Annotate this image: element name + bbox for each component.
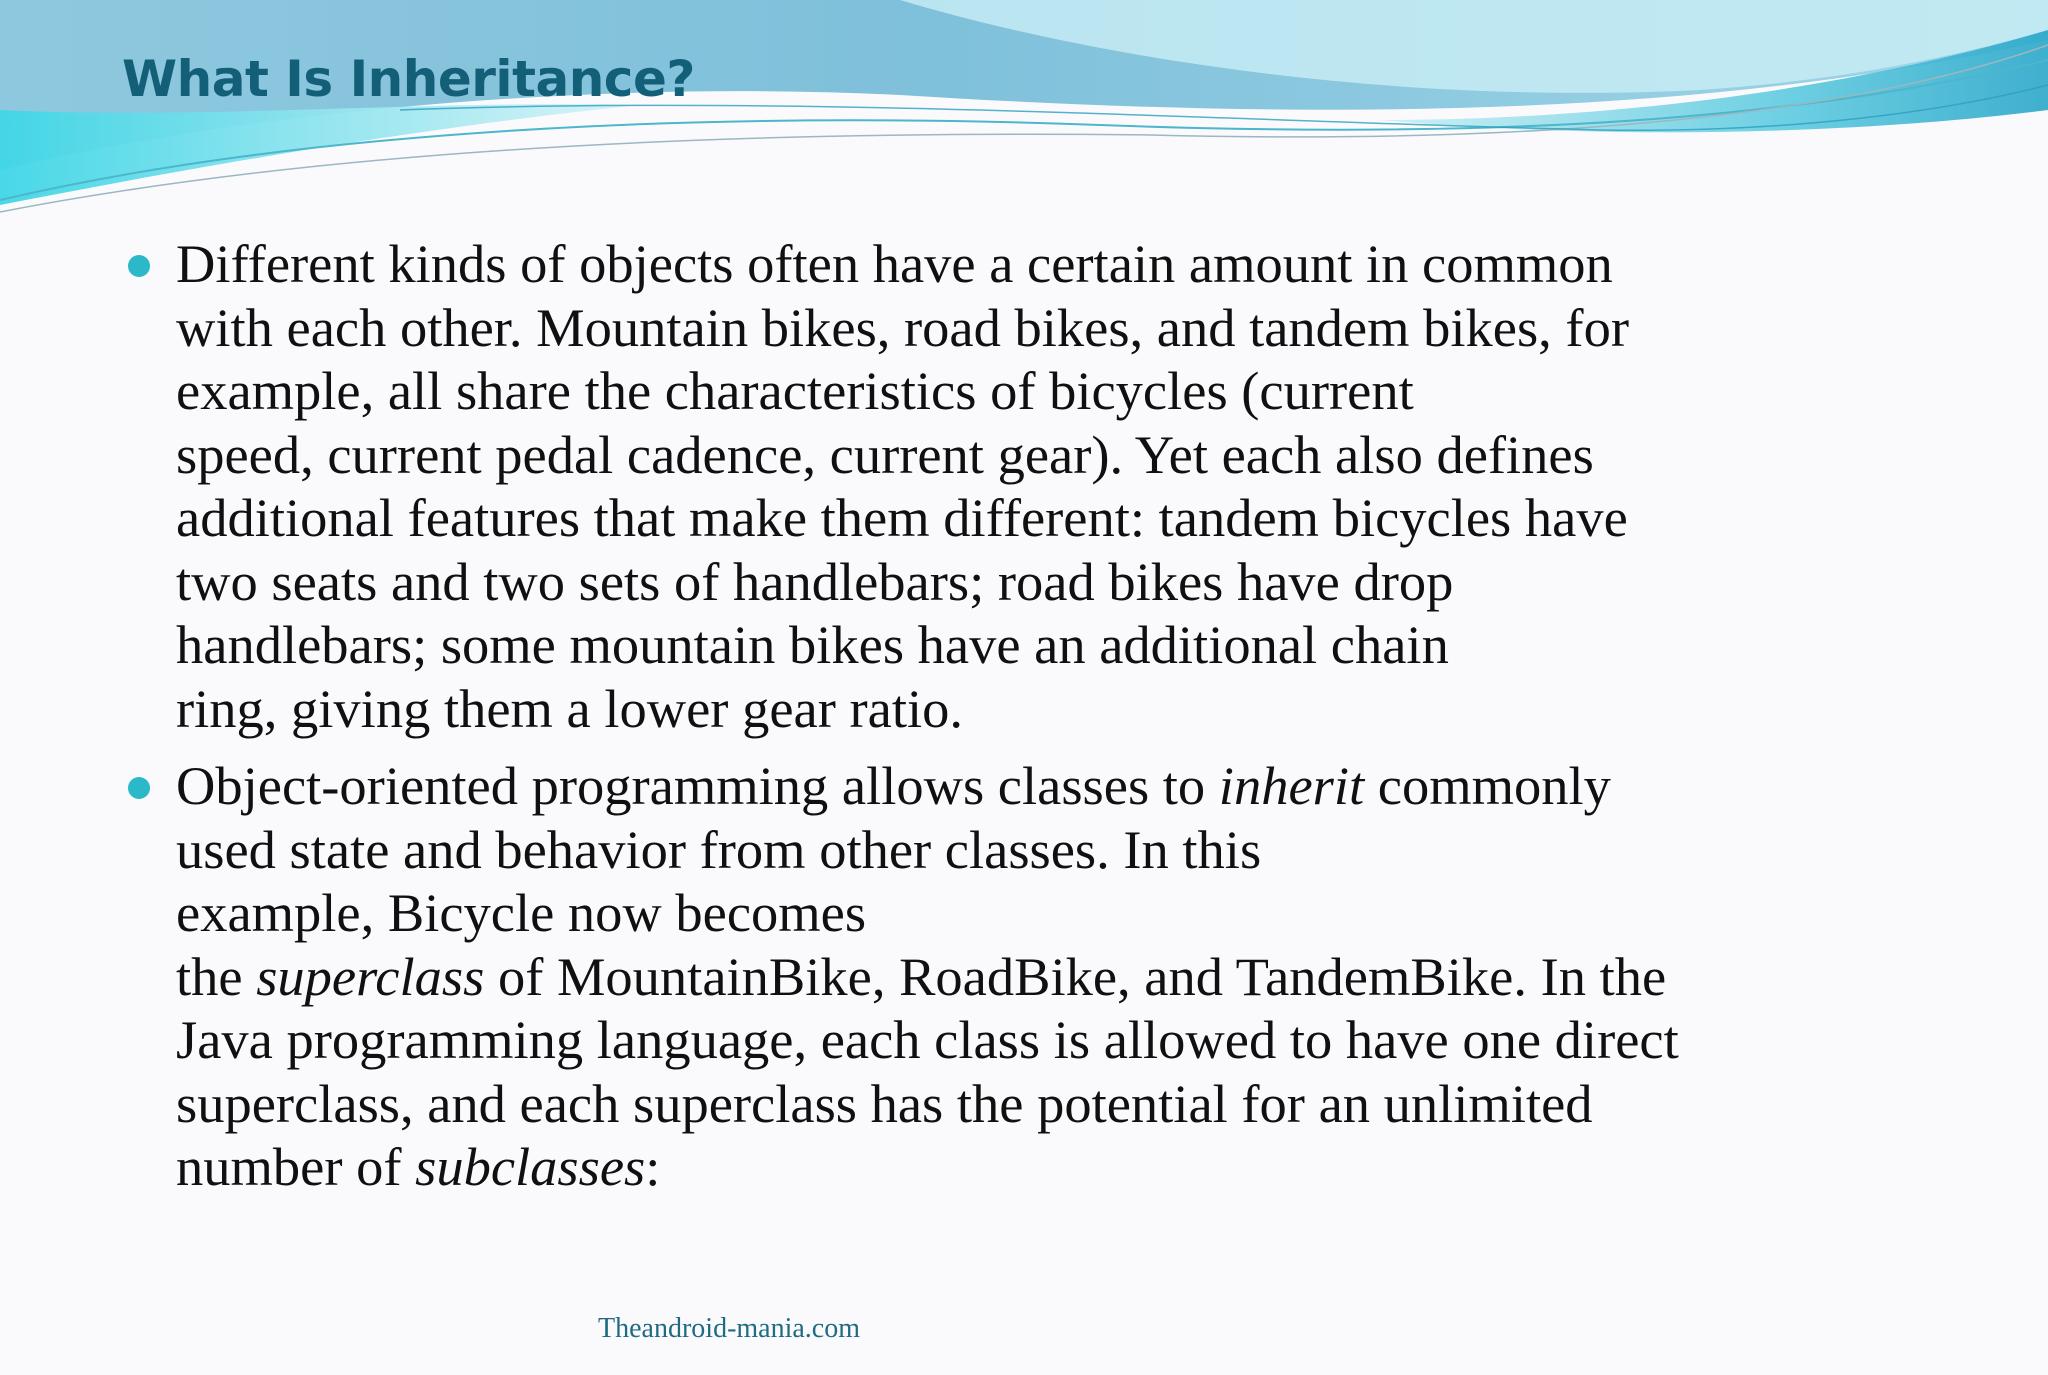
bullet-text-line <box>176 754 2008 818</box>
header-wave-decoration <box>0 0 2048 230</box>
bullet-text-line <box>176 818 2008 882</box>
text-run: ring, giving them a lower gear ratio. <box>176 677 963 739</box>
bullet-text-line <box>176 945 2008 1009</box>
bullet-list <box>128 232 2008 1213</box>
text-run: example, Bicycle now becomes <box>176 882 867 943</box>
bullet-text-line <box>176 232 2008 296</box>
text-run: Different kinds of objects often have a certain amount in common <box>176 233 1613 294</box>
text-run: the <box>176 945 257 1007</box>
text-run: Object-oriented programming allows classes to <box>176 755 1219 816</box>
text-run: additional features that make them different: tandem bicycles have <box>176 487 1628 548</box>
text-run: example, all share the characteristics of bicycles (current <box>176 360 1414 421</box>
bullet-text-line <box>176 613 2008 677</box>
bullet-dot-icon <box>128 255 150 277</box>
bullet-text-line <box>176 359 2008 423</box>
emphasized-term: inherit <box>1218 755 1365 816</box>
text-run: commonly <box>1364 755 1611 816</box>
bullet-text-line <box>176 296 2008 360</box>
text-run: of MountainBike, RoadBike, and TandemBike. In the <box>484 945 1667 1007</box>
bullet-text-line <box>176 1072 2008 1136</box>
bullet-text-line <box>176 423 2008 487</box>
slide-title: What Is Inheritance? <box>122 50 695 108</box>
bullet-text-line <box>176 677 2008 741</box>
text-run: handlebars; some mountain bikes have an additional chain <box>176 614 1449 675</box>
text-run: two seats and two sets of handlebars; road bikes have drop <box>176 550 1454 612</box>
footer-watermark: Theandroid-mania.com <box>598 1313 861 1344</box>
bullet-text-line <box>176 550 2008 614</box>
emphasized-term: superclass <box>256 945 485 1007</box>
emphasized-term: subclasses <box>415 1136 646 1197</box>
text-run: with each other. Mountain bikes, road bikes, and tandem bikes, for <box>176 296 1629 358</box>
bullet-text-line <box>176 486 2008 550</box>
text-run: number of <box>176 1136 416 1197</box>
text-run: Java programming language, each class is allowed to have one direct <box>176 1009 1679 1070</box>
bullet-item <box>128 232 2008 740</box>
text-run: used state and behavior from other classes. In this <box>176 818 1262 880</box>
text-run: speed, current pedal cadence, current gear). Yet each also defines <box>176 423 1594 485</box>
bullet-item <box>128 754 2008 1199</box>
bullet-text-line <box>176 1008 2008 1072</box>
text-run: : <box>645 1136 661 1197</box>
bullet-text-line <box>176 1135 2008 1199</box>
bullet-dot-icon <box>128 777 150 799</box>
text-run: superclass, and each superclass has the potential for an unlimited <box>176 1072 1593 1134</box>
bullet-text-line <box>176 881 2008 945</box>
